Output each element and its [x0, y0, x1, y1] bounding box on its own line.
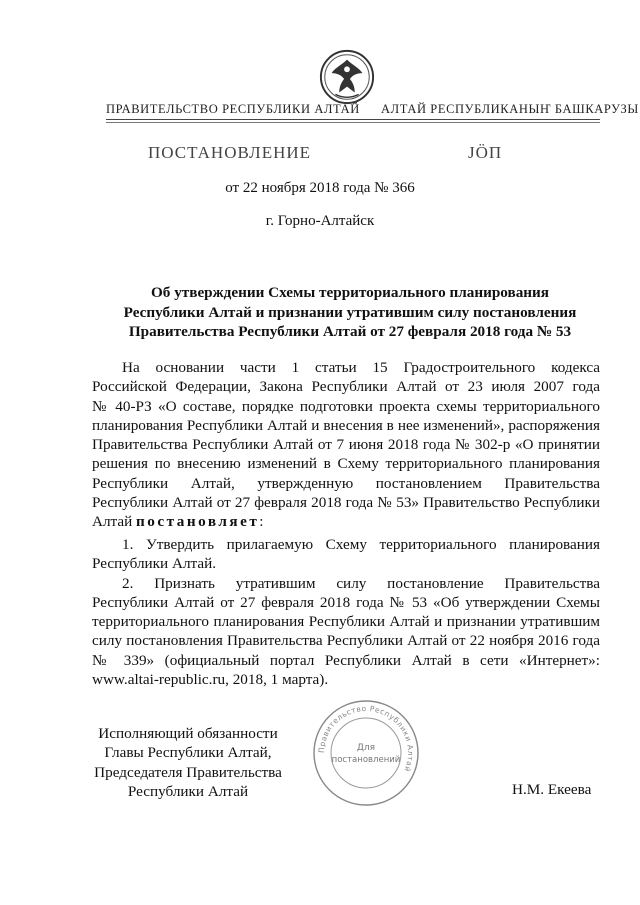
preamble-line: Республики Алтай от 27 февраля 2018 года № 53» Правительство Республики — [92, 494, 600, 512]
doc-type-altai: ЈӦП — [468, 143, 503, 162]
header-rule — [106, 119, 600, 120]
org-name-altai: АЛТАЙ РЕСПУБЛИКАНЫҤ БАШКАРУЗЫ — [381, 102, 639, 116]
signer-position — [88, 724, 288, 801]
altai-coat-of-arms-icon — [318, 48, 376, 106]
item-line: силу постановления Правительства Республики Алтай от 22 ноября 2016 года — [92, 632, 600, 650]
preamble-line: Республики Алтай, утвержденную постановлением Правительства — [92, 474, 600, 492]
preamble-final-prefix: Алтай — [92, 513, 133, 531]
title-line: Об утверждении Схемы территориального планирования — [150, 284, 550, 301]
preamble-line: № 40-РЗ «О составе, порядке подготовки проекта схемы территориального — [92, 397, 600, 415]
official-seal-icon — [311, 698, 421, 808]
signer-position-line: Председателя Правительства — [94, 763, 282, 781]
org-name-russian: ПРАВИТЕЛЬСТВО РЕСПУБЛИКИ АЛТАЙ — [106, 102, 360, 116]
item-line: www.altai-republic.ru, 2018, 1 марта). — [92, 671, 329, 689]
item-line: № 339» (официальный портал Республики Алтай в сети «Интернет»: — [92, 651, 600, 669]
preamble-line: планирования Республики Алтай и внесения в нее изменений», распоряжения — [92, 416, 600, 434]
preamble-line: На основании части 1 статьи 15 Градостроительного кодекса — [122, 359, 600, 376]
preamble-paragraph — [92, 358, 600, 532]
seal-inner-line-2: постановлений — [331, 755, 401, 765]
item-line: 1. Утвердить прилагаемую Схему территориального планирования — [122, 536, 600, 553]
item-line: территориального планирования Республики Алтай и признании утратившим — [92, 613, 600, 631]
preamble-line: Правительства Республики Алтай от 7 июня 2018 года № 302-р «О принятии — [92, 436, 600, 454]
document-city: г. Горно-Алтайск — [265, 213, 375, 229]
document-date-number: от 22 ноября 2018 года № 366 — [225, 180, 415, 196]
title-line: Республики Алтай и признании утратившим силу постановления — [123, 303, 577, 321]
signer-position-line: Главы Республики Алтай, — [104, 744, 272, 762]
signer-name: Н.М. Екеева — [512, 781, 592, 798]
decree-items — [92, 535, 600, 689]
signer-position-line: Республики Алтай — [127, 782, 249, 800]
preamble-line: решения по внесению изменений в Схему территориального планирования — [92, 455, 600, 473]
item-line: Республики Алтай. — [92, 555, 217, 573]
item-line: 2. Признать утратившим силу постановление Правительства — [122, 574, 600, 592]
preamble-final-line — [92, 512, 600, 531]
title-line: Правительства Республики Алтай от 27 февраля 2018 года № 53 — [128, 323, 572, 340]
decree-suffix: : — [259, 513, 264, 531]
item-line: Республики Алтай от 27 февраля 2018 года № 53 «Об утверждении Схемы — [92, 593, 600, 611]
seal-outer-text: Правительство Республики Алтай — [316, 703, 416, 774]
header-rule-second — [106, 122, 600, 123]
doc-type-russian: ПОСТАНОВЛЕНИЕ — [148, 143, 312, 162]
preamble-line: Российской Федерации, Закона Республики Алтай от 23 июля 2007 года — [92, 378, 600, 396]
decree-word: постановляет — [136, 513, 260, 531]
document-title — [90, 283, 610, 342]
seal-inner-line-1: Для — [356, 743, 376, 753]
signer-position-line: Исполняющий обязанности — [98, 725, 278, 742]
